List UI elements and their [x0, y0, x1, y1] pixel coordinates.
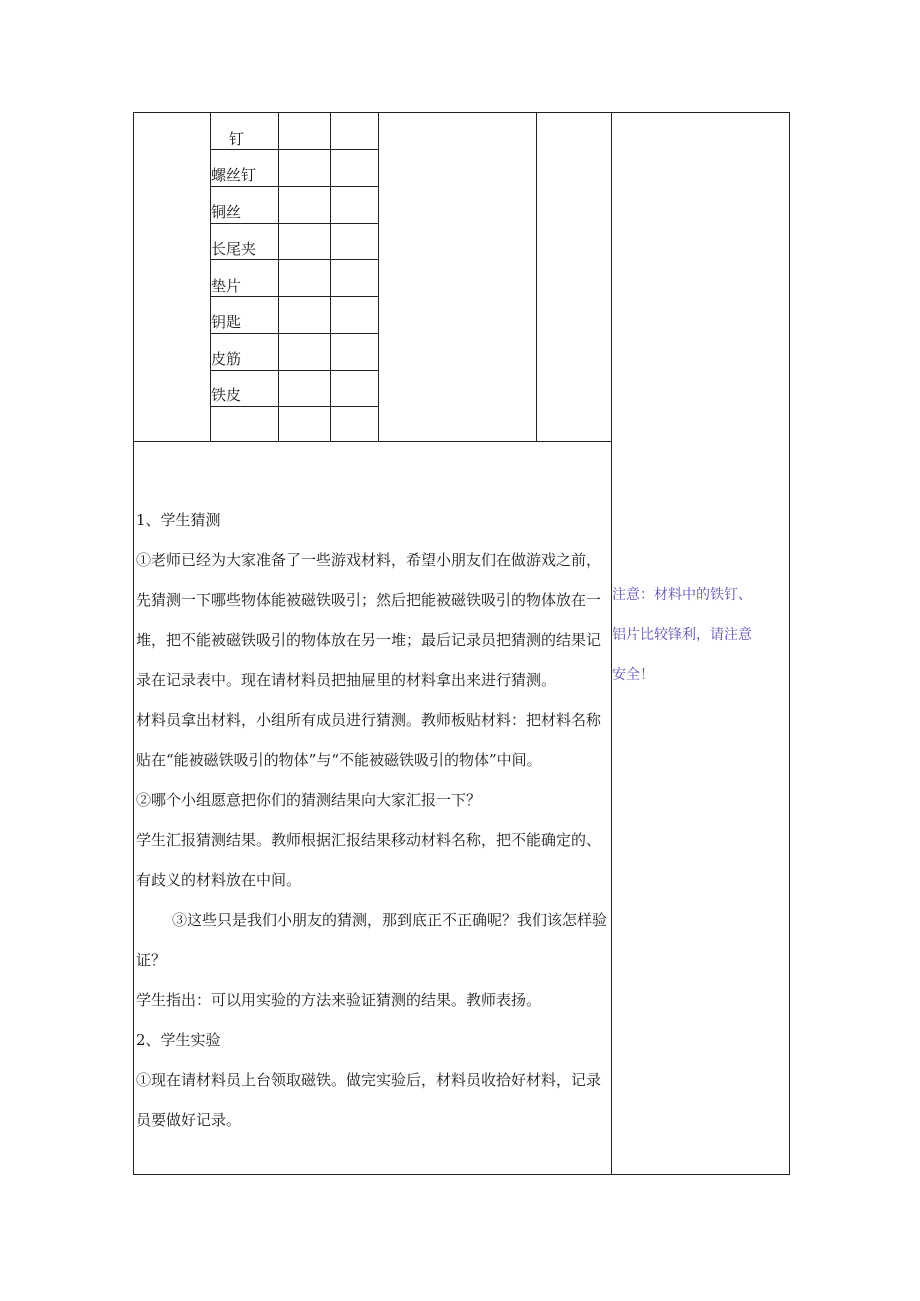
paragraph-line: 学生指出：可以用实验的方法来验证猜测的结果。教师表扬。	[136, 991, 542, 1009]
material-label: 铜丝	[211, 203, 242, 221]
section-divider	[133, 441, 612, 442]
safety-note	[612, 575, 784, 695]
grid-line	[330, 112, 331, 442]
material-label: 钥匙	[211, 313, 242, 331]
grid-line	[210, 296, 378, 297]
material-label: 垫片	[211, 277, 242, 295]
material-label: 螺丝钉	[211, 166, 257, 184]
material-label: 长尾夹	[211, 240, 257, 258]
grid-line	[210, 149, 378, 150]
grid-line	[378, 112, 379, 442]
paragraph-line: ②哪个小组愿意把你们的猜测结果向大家汇报一下？	[136, 791, 482, 809]
paragraph-line: 员要做好记录。	[136, 1111, 242, 1129]
paragraph-line: 先猜测一下哪些物体能被磁铁吸引；然后把能被磁铁吸引的物体放在一	[136, 591, 602, 609]
paragraph-line: 有歧义的材料放在中间。	[136, 871, 302, 889]
grid-line	[210, 333, 378, 334]
paragraph-line: 证？	[136, 951, 167, 969]
paragraph-line: ①老师已经为大家准备了一些游戏材料，希望小朋友们在做游戏之前，	[136, 551, 602, 569]
material-label: 钉	[229, 130, 245, 148]
section-heading: 1、学生猜测	[136, 511, 221, 529]
grid-line	[210, 370, 378, 371]
paragraph-line: 录在记录表中。现在请材料员把抽屉里的材料拿出来进行猜测。	[136, 671, 557, 689]
grid-line	[278, 112, 279, 442]
note-line: 铝片比较锋利，请注意	[612, 627, 752, 643]
material-label: 皮筋	[211, 350, 242, 368]
grid-line	[210, 186, 378, 187]
material-label: 铁皮	[211, 386, 242, 404]
paragraph-line: ①现在请材料员上台领取磁铁。做完实验后，材料员收拾好材料，记录	[136, 1071, 602, 1089]
note-line: 安全！	[612, 667, 654, 683]
paragraph-line: 材料员拿出材料，小组所有成员进行猜测。教师板贴材料：把材料名称	[136, 711, 602, 729]
grid-line	[210, 223, 378, 224]
grid-line	[210, 259, 378, 260]
paragraph-line: 学生汇报猜测结果。教师根据汇报结果移动材料名称，把不能确定的、	[136, 831, 602, 849]
grid-line	[536, 112, 537, 442]
teaching-process	[136, 500, 610, 1140]
grid-line	[210, 406, 378, 407]
section-heading: 2、学生实验	[136, 1031, 221, 1049]
paragraph-line: 堆，把不能被磁铁吸引的物体放在另一堆；最后记录员把猜测的结果记	[136, 631, 602, 649]
paragraph-line: 贴在“能被磁铁吸引的物体”与“不能被磁铁吸引的物体”中间。	[136, 751, 542, 769]
note-line: 注意：材料中的铁钉、	[612, 587, 752, 603]
paragraph-line: ③这些只是我们小朋友的猜测，那到底正不正确呢？我们该怎样验	[172, 911, 608, 929]
